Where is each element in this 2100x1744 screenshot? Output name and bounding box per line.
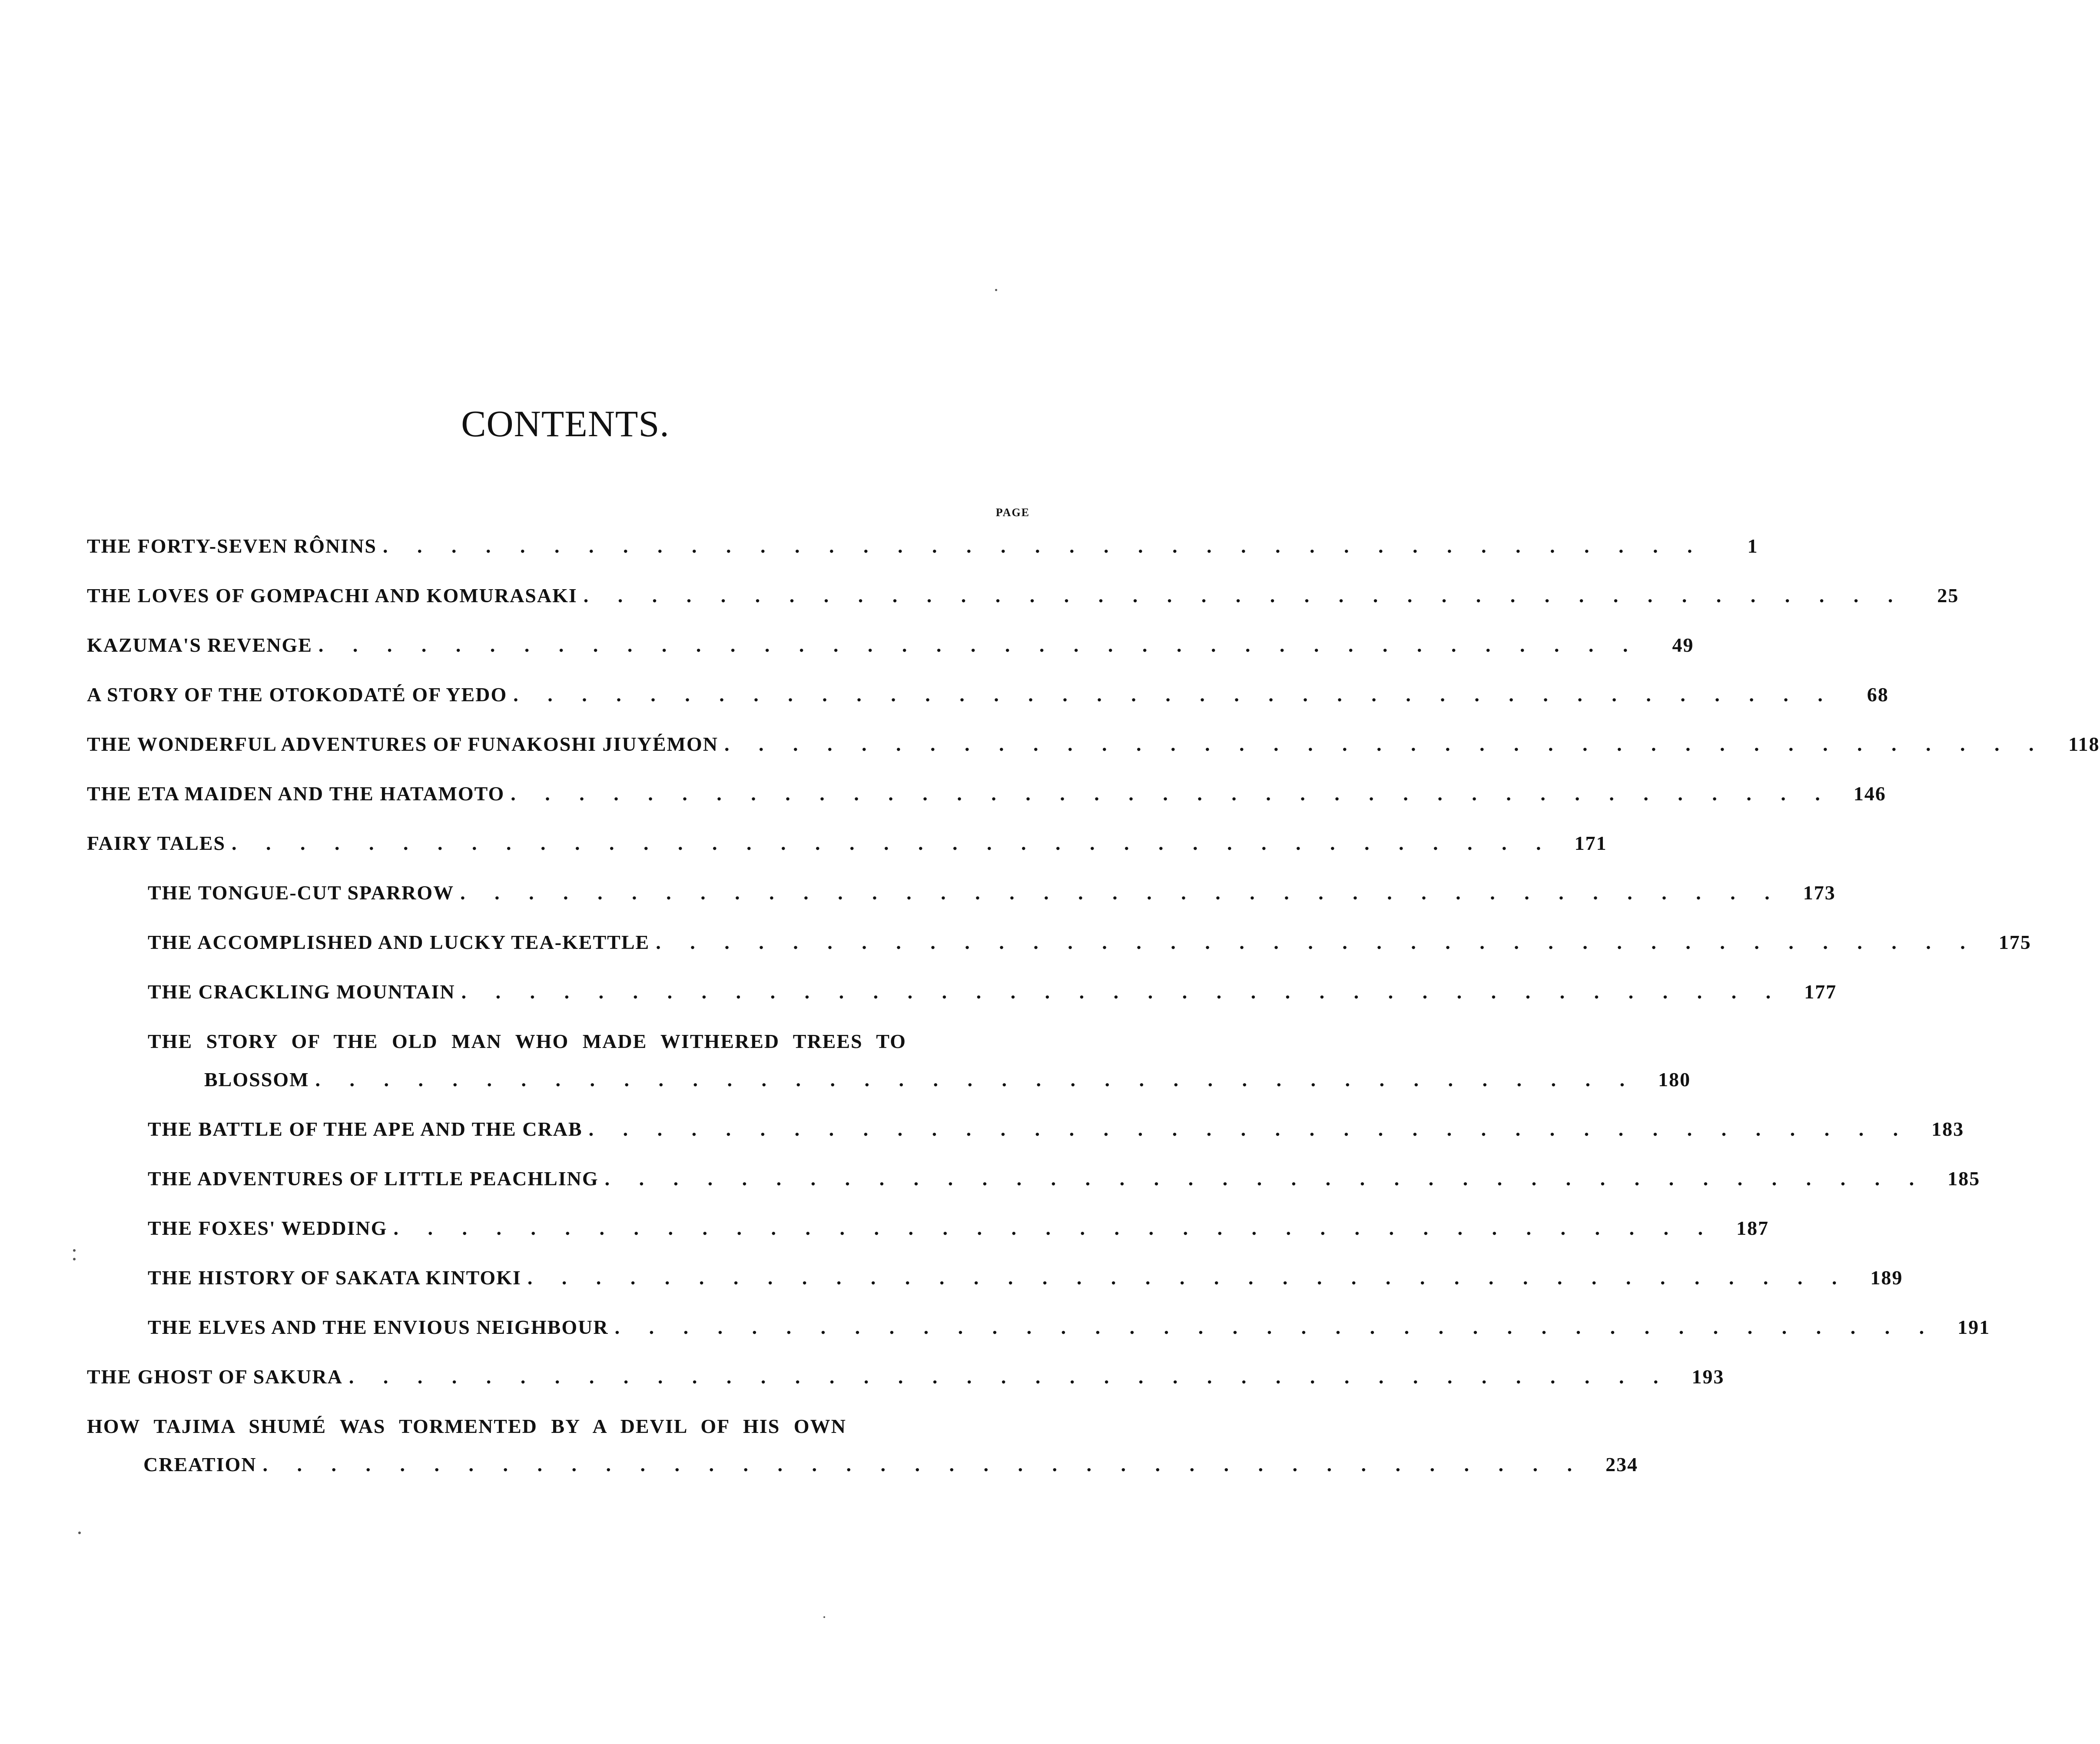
toc-entry-page: 187 bbox=[1736, 1217, 1769, 1239]
toc-entry-page: 180 bbox=[1658, 1068, 1691, 1091]
toc-entry-title: THE WONDERFUL ADVENTURES OF FUNAKOSHI JIUYÉMON bbox=[87, 733, 718, 755]
toc-entry-page: 1 bbox=[1747, 535, 1758, 557]
scan-speck bbox=[73, 1249, 76, 1252]
page-title: CONTENTS. bbox=[461, 403, 670, 444]
toc-entry-funakoshi-jiuyemon bbox=[87, 733, 2100, 763]
dot-leader: . . . . . . . . . . . . . . . . . . . . . . . . . . . . . . . . . . . . . . . bbox=[348, 1366, 1671, 1388]
toc-entry-title-line2: BLOSSOM bbox=[204, 1068, 309, 1091]
dot-leader: . . . . . . . . . . . . . . . . . . . . . . . . . . . . . . . . . . . . . . . bbox=[460, 882, 1782, 904]
toc-entry-page: 234 bbox=[1606, 1453, 1639, 1475]
toc-entry-title: THE LOVES OF GOMPACHI AND KOMURASAKI bbox=[87, 584, 577, 607]
toc-entry-title: THE ADVENTURES OF LITTLE PEACHLING bbox=[148, 1167, 599, 1190]
toc-subentry-envious-neighbour bbox=[148, 1316, 1991, 1346]
toc-entry-title-line1: HOW TAJIMA SHUMÉ WAS TORMENTED BY A DEVIL OF HIS OWN bbox=[87, 1415, 846, 1437]
dot-leader: . . . . . . . . . . . . . . . . . . . . . . . . . . . . . . . . . . . . . . . bbox=[724, 733, 2046, 755]
toc-entry-page: 185 bbox=[1947, 1167, 1981, 1190]
scan-speck bbox=[823, 1616, 825, 1618]
toc-entry-page: 183 bbox=[1931, 1118, 1964, 1140]
toc-entry-title: THE FOXES' WEDDING bbox=[148, 1217, 388, 1239]
toc-entry-fairy-tales bbox=[87, 832, 1607, 862]
toc-entry-title: THE ETA MAIDEN AND THE HATAMOTO bbox=[87, 782, 505, 805]
toc-entry-otokodate-of-yedo bbox=[87, 683, 1889, 713]
toc-subentry-tongue-cut-sparrow bbox=[148, 881, 1836, 912]
dot-leader: . . . . . . . . . . . . . . . . . . . . . . . . . . . . . . . . . . . . . . . bbox=[315, 1068, 1637, 1091]
toc-entry-title: THE FORTY-SEVEN RÔNINS bbox=[87, 535, 377, 557]
toc-subentry-little-peachling bbox=[148, 1167, 1981, 1197]
dot-leader: . . . . . . . . . . . . . . . . . . . . . . . . . . . . . . . . . . . . . . . bbox=[604, 1167, 1927, 1190]
toc-entry-title: FAIRY TALES bbox=[87, 832, 226, 854]
toc-entry-title: THE BATTLE OF THE APE AND THE CRAB bbox=[148, 1118, 583, 1140]
toc-entry-title: KAZUMA'S REVENGE bbox=[87, 634, 312, 656]
toc-entry-page: 49 bbox=[1672, 634, 1694, 656]
dot-leader: . . . . . . . . . . . . . . . . . . . . . . . . . . . . . . . . . . . . . . . bbox=[511, 782, 1832, 805]
toc-entry-title: THE ACCOMPLISHED AND LUCKY TEA-KETTLE bbox=[148, 931, 650, 953]
dot-leader: . . . . . . . . . . . . . . . . . . . . . . . . . . . . . . . . . . . . . . . bbox=[393, 1217, 1715, 1239]
toc-entry-page: 171 bbox=[1574, 832, 1607, 854]
toc-entry-page: 193 bbox=[1692, 1366, 1725, 1388]
toc-subentry-lucky-tea-kettle bbox=[148, 931, 2031, 961]
toc-entry-page: 175 bbox=[1998, 931, 2031, 953]
dot-leader: . . . . . . . . . . . . . . . . . . . . . . . . . . . . . . . . . . . . . . . bbox=[262, 1453, 1585, 1475]
dot-leader: . . . . . . . . . . . . . . . . . . . . . . . . . . . . . . . . . . . . . . . bbox=[614, 1316, 1937, 1338]
toc-entry-page: 25 bbox=[1937, 584, 1959, 607]
page-column-label: PAGE bbox=[995, 506, 1030, 519]
dot-leader: . . . . . . . . . . . . . . . . . . . . . . . . . . . . . . . . . . . . . . . bbox=[461, 981, 1783, 1003]
dot-leader: . . . . . . . . . . . . . . . . . . . . . . . . . . . . . . . . . . . . . . . bbox=[232, 832, 1553, 854]
scan-speck bbox=[78, 1532, 81, 1534]
toc-entry-page: 191 bbox=[1957, 1316, 1991, 1338]
toc-entry-gompachi-komurasaki bbox=[87, 584, 1959, 614]
dot-leader: . . . . . . . . . . . . . . . . . . . . . . . . . . . . . . . . . . . . . . . bbox=[382, 535, 1705, 557]
dot-leader: . . . . . . . . . . . . . . . . . . . . . . . . . . . . . . . . . . . . . . . bbox=[583, 584, 1905, 607]
toc-entry-forty-seven-ronins bbox=[87, 534, 1758, 565]
toc-entry-page: 189 bbox=[1870, 1267, 1903, 1289]
toc-entry-title: THE GHOST OF SAKURA bbox=[87, 1366, 343, 1388]
scan-speck bbox=[73, 1258, 76, 1260]
dot-leader: . . . . . . . . . . . . . . . . . . . . . . . . . . . . . . . . . . . . . . . bbox=[656, 931, 1977, 953]
toc-entry-title: THE CRACKLING MOUNTAIN bbox=[148, 981, 455, 1003]
toc-subentry-ape-and-crab bbox=[148, 1117, 1964, 1148]
toc-entry-title: THE HISTORY OF SAKATA KINTOKI bbox=[148, 1267, 521, 1289]
toc-entry-page: 177 bbox=[1804, 981, 1837, 1003]
dot-leader: . . . . . . . . . . . . . . . . . . . . . . . . . . . . . . . . . . . . . . . bbox=[527, 1267, 1849, 1289]
toc-entry-ghost-of-sakura bbox=[87, 1365, 1725, 1396]
toc-entry-tajima-shume bbox=[87, 1415, 1639, 1489]
dot-leader: . . . . . . . . . . . . . . . . . . . . . . . . . . . . . . . . . . . . . . . bbox=[318, 634, 1640, 656]
toc-entry-title-line2: CREATION bbox=[143, 1453, 257, 1475]
toc-subentry-sakata-kintoki bbox=[148, 1266, 1903, 1296]
scan-speck bbox=[995, 289, 997, 291]
dot-leader: . . . . . . . . . . . . . . . . . . . . . . . . . . . . . . . . . . . . . . . bbox=[513, 683, 1835, 706]
dot-leader: . . . . . . . . . . . . . . . . . . . . . . . . . . . . . . . . . . . . . . . bbox=[588, 1118, 1911, 1140]
toc-subentry-foxes-wedding bbox=[148, 1217, 1769, 1247]
toc-entry-title: A STORY OF THE OTOKODATÉ OF YEDO bbox=[87, 683, 508, 706]
toc-entry-page: 118 bbox=[2068, 733, 2100, 755]
toc-entry-title-line1: THE STORY OF THE OLD MAN WHO MADE WITHERED TREES TO bbox=[148, 1030, 906, 1052]
toc-entry-title: THE ELVES AND THE ENVIOUS NEIGHBOUR bbox=[148, 1316, 609, 1338]
toc-entry-kazumas-revenge bbox=[87, 633, 1694, 664]
toc-entry-eta-maiden bbox=[87, 782, 1886, 812]
toc-entry-page: 68 bbox=[1867, 683, 1889, 706]
toc-entry-title: THE TONGUE-CUT SPARROW bbox=[148, 882, 455, 904]
toc-subentry-crackling-mountain bbox=[148, 980, 1837, 1011]
toc-entry-page: 173 bbox=[1803, 882, 1836, 904]
toc-entry-page: 146 bbox=[1853, 782, 1886, 805]
toc-subentry-withered-trees bbox=[148, 1030, 1691, 1104]
